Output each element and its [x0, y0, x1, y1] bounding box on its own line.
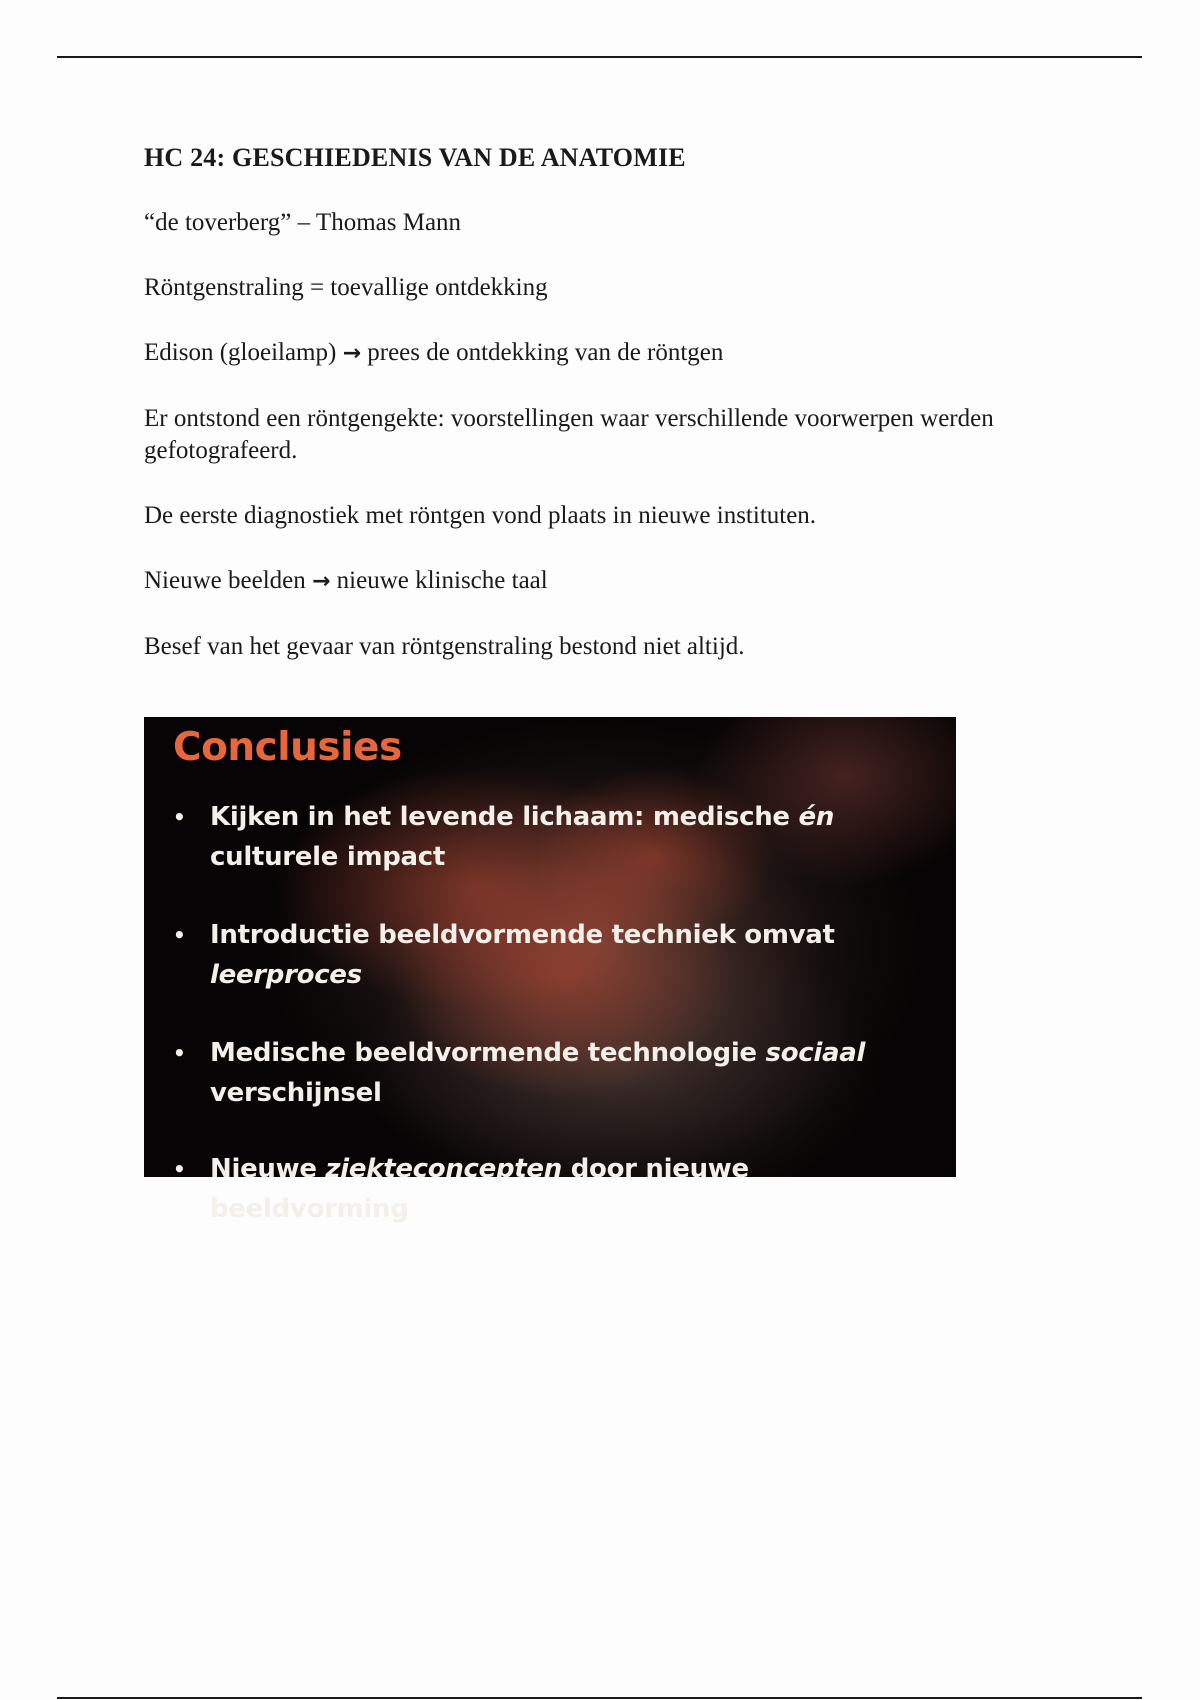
top-rule [57, 56, 1142, 58]
paragraph-diagnostiek: De eerste diagnostiek met röntgen vond plaats in nieuwe instituten. [144, 502, 817, 529]
bullet-emphasis: leerproces [210, 960, 362, 990]
paragraph-rontgengekte: Er ontstond een röntgengekte: voorstellingen waar verschillende voorwerpen werden gefotografeerd. [144, 405, 994, 464]
slide-title: Conclusies [173, 725, 402, 770]
slide-bullet [173, 1033, 953, 1113]
edison-result-text: prees de ontdekking van de röntgen [367, 339, 724, 366]
paragraph-gevaar: Besef van het gevaar van röntgenstraling bestond niet altijd. [144, 633, 745, 660]
bullet-icon: • [173, 1157, 186, 1181]
klinische-taal-text: nieuwe klinische taal [336, 567, 548, 594]
bullet-text: culturele impact [210, 842, 446, 872]
arrow-right-icon: → [311, 569, 331, 594]
bottom-rule [57, 1697, 1142, 1699]
bullet-text: verschijnsel [210, 1078, 382, 1108]
conclusies-slide-image [144, 717, 956, 1224]
slide-bullet-list [173, 797, 953, 1229]
bullet-icon: • [173, 923, 186, 947]
bullet-icon: • [173, 805, 186, 829]
bullet-icon: • [173, 1041, 186, 1065]
bullet-emphasis: ziekteconcepten [325, 1154, 562, 1184]
document-body [144, 143, 1044, 696]
paragraph-rontgenstraling: Röntgenstraling = toevallige ontdekking [144, 274, 548, 301]
bullet-text: Kijken in het levende lichaam: medische [210, 802, 799, 832]
slide-bullet [173, 1149, 953, 1229]
paragraph-nieuwe-beelden [144, 565, 1044, 598]
bullet-text: Nieuwe [210, 1154, 326, 1184]
bullet-emphasis: én [798, 802, 835, 832]
arrow-right-icon: → [342, 341, 362, 366]
nieuwe-beelden-text: Nieuwe beelden [144, 567, 306, 594]
bullet-text: Introductie beeldvormende techniek omvat [210, 920, 835, 950]
paragraph-toverberg: “de toverberg” – Thomas Mann [144, 209, 462, 236]
slide-bullet [173, 797, 953, 877]
bullet-text: Medische beeldvormende technologie [210, 1038, 766, 1068]
document-title: HC 24: GESCHIEDENIS VAN DE ANATOMIE [144, 143, 686, 172]
paragraph-edison [144, 337, 1044, 370]
bullet-emphasis: sociaal [765, 1038, 866, 1068]
edison-text: Edison (gloeilamp) [144, 339, 337, 366]
bullet-text: door nieuwe beeldvorming [210, 1154, 749, 1224]
slide-bullet [173, 915, 953, 995]
